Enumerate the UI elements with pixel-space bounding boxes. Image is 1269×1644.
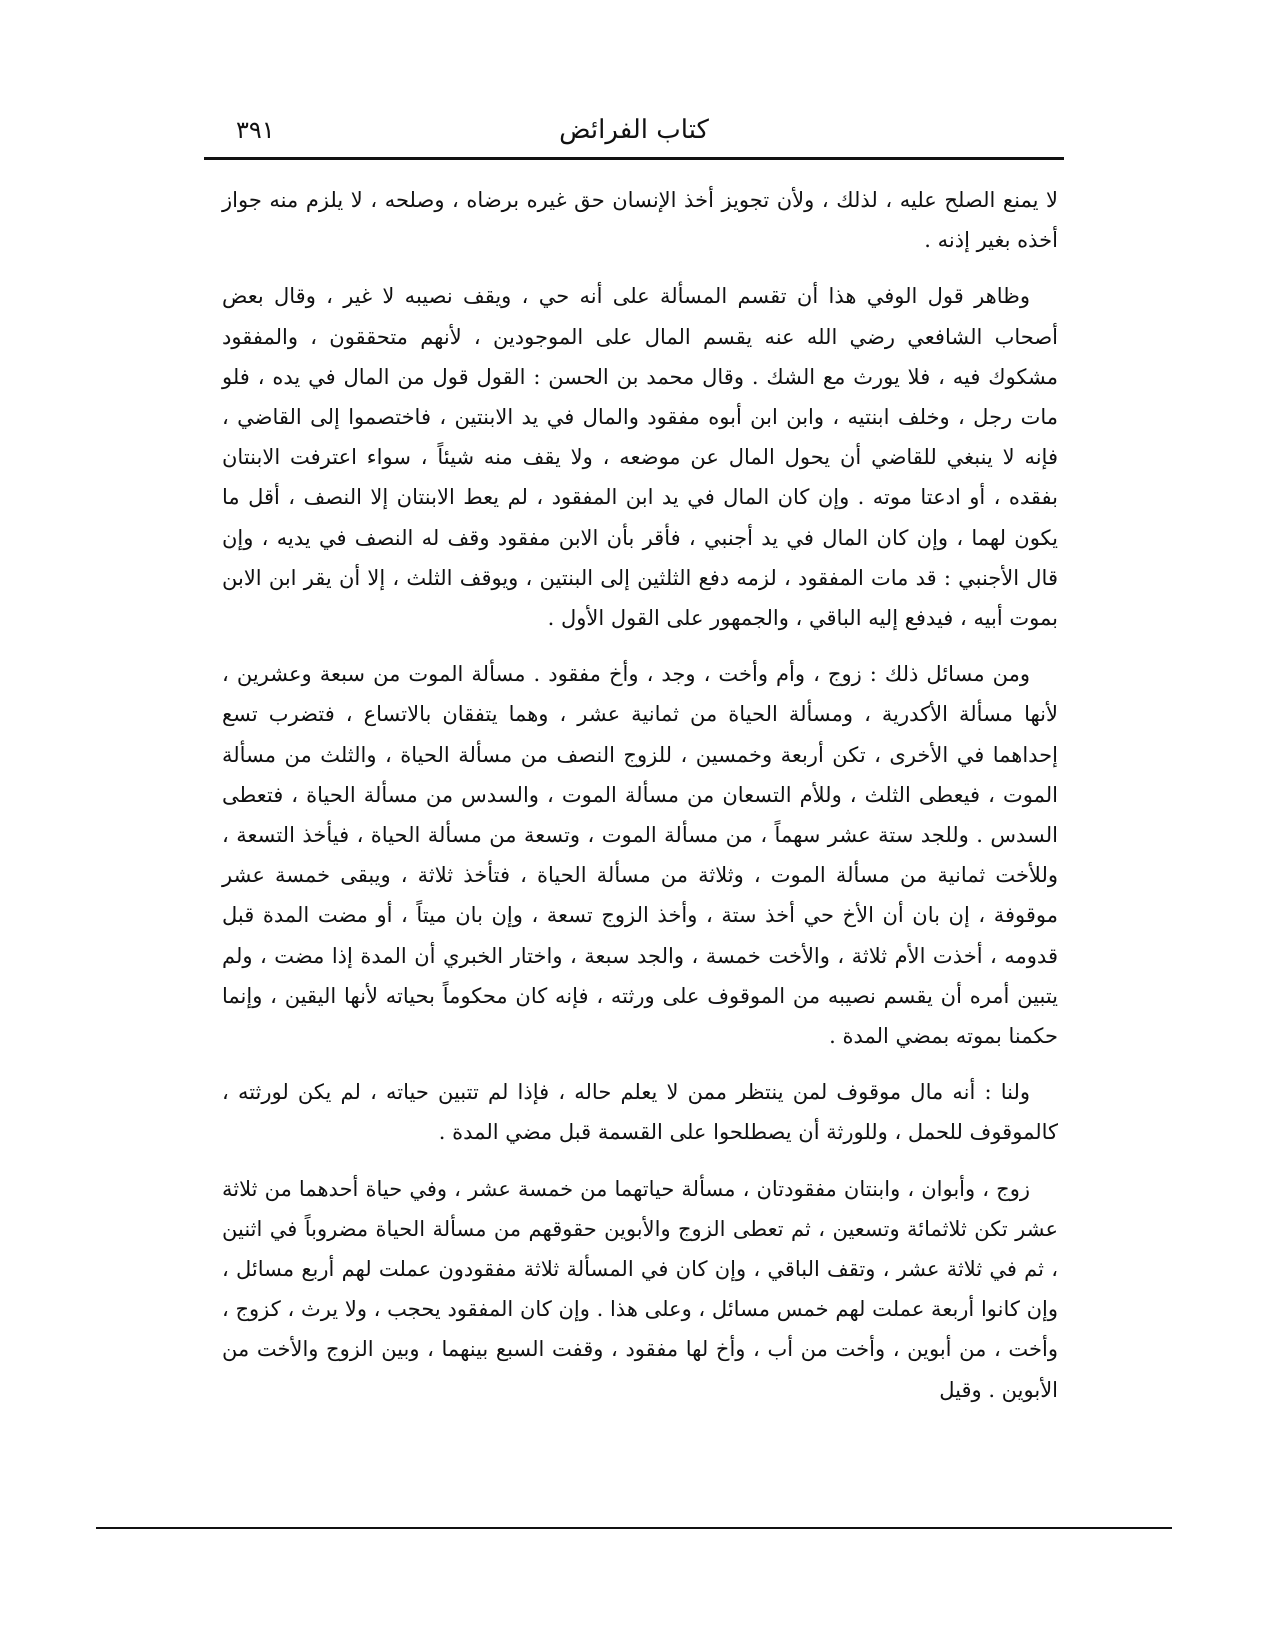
- footer-divider: [96, 1527, 1172, 1529]
- page-number: ٣٩١: [236, 116, 275, 144]
- paragraph-5: زوج ، وأبوان ، وابنتان مفقودتان ، مسألة حياتهما من خمسة عشر ، وفي حياة أحدهما من ثلاثة عشر تكن ثلاثمائة وتسعين ، ثم تعطى الزوج والأبوين حقوقهم من مسألة الحياة مضروباً في اثنين ، ثم في ثلاثة عشر ، وتقف الباقي ، وإن كان في المسألة ثلاثة مفقودون عملت لهم أربع مسائل ، وإن كانوا أربعة عملت لهم خمس مسائل ، وعلى هذا . وإن كان المفقود يحجب ، ولا يرث ، كزوج ، وأخت ، من أبوين ، وأخت من أب ، وأخ لها مفقود ، وقفت السبع بينهما ، وبين الزوج والأخت من الأبوين . وقيل: [222, 1176, 1058, 1402]
- header-divider: [204, 157, 1064, 160]
- page-header: [206, 110, 1062, 160]
- body-text: [222, 180, 1058, 1426]
- paragraph-1: لا يمنع الصلح عليه ، لذلك ، ولأن تجويز أخذ الإنسان حق غيره برضاه ، وصلحه ، لا يلزم منه جواز أخذه بغير إذنه .: [222, 188, 1058, 253]
- paragraph-4: ولنا : أنه مال موقوف لمن ينتظر ممن لا يعلم حاله ، فإذا لم تتبين حياته ، لم يكن لورثته ، كالموقوف للحمل ، وللورثة أن يصطلحوا على القسمة قبل مضي المدة .: [222, 1080, 1058, 1145]
- paragraph-2: وظاهر قول الوفي هذا أن تقسم المسألة على أنه حي ، ويقف نصيبه لا غير ، وقال بعض أصحاب الشافعي رضي الله عنه يقسم المال على الموجودين ، لأنهم متحققون ، والمفقود مشكوك فيه ، فلا يورث مع الشك . وقال محمد بن الحسن : القول قول من المال في يده ، فلو مات رجل ، وخلف ابنتيه ، وابن ابن أبوه مفقود والمال في يد الابنتين ، فاختصموا إلى القاضي ، فإنه لا ينبغي للقاضي أن يحول المال عن موضعه ، ولا يقف منه شيئاً ، سواء اعترفت الابنتان بفقده ، أو ادعتا موته . وإن كان المال في يد ابن المفقود ، لم يعط الابنتان إلا النصف ، أقل ما يكون لهما ، وإن كان المال في يد أجنبي ، فأقر بأن الابن مفقود وقف له النصف في يديه ، وإن قال الأجنبي : قد مات المفقود ، لزمه دفع الثلثين إلى البنتين ، ويوقف الثلث ، إلا أن يقر ابن الابن بموت أبيه ، فيدفع إليه الباقي ، والجمهور على القول الأول .: [222, 284, 1058, 631]
- paragraph-3: ومن مسائل ذلك : زوج ، وأم وأخت ، وجد ، وأخ مفقود . مسألة الموت من سبعة وعشرين ، لأنها مسألة الأكدرية ، ومسألة الحياة من ثمانية عشر ، وهما يتفقان بالاتساع ، فتضرب تسع إحداهما في الأخرى ، تكن أربعة وخمسين ، للزوج النصف من مسألة الحياة ، والثلث من مسألة الموت ، فيعطى الثلث ، وللأم التسعان من مسألة الموت ، والسدس من مسألة الحياة ، فتعطى السدس . وللجد ستة عشر سهماً ، من مسألة الموت ، وتسعة من مسألة الحياة ، فيأخذ التسعة ، وللأخت ثمانية من مسألة الموت ، وثلاثة من مسألة الحياة ، فتأخذ ثلاثة ، ويبقى خمسة عشر موقوفة ، إن بان أن الأخ حي أخذ ستة ، وأخذ الزوج تسعة ، وإن بان ميتاً ، أو مضت المدة قبل قدومه ، أخذت الأم ثلاثة ، والأخت خمسة ، والجد سبعة ، واختار الخبري أن المدة إذا مضت ، ولم يتبين أمره أن يقسم نصيبه من الموقوف على ورثته ، فإنه كان محكوماً بحياته لأنها اليقين ، وإنما حكمنا بموته بمضي المدة .: [222, 662, 1058, 1049]
- page-title: كتاب الفرائض: [559, 115, 709, 145]
